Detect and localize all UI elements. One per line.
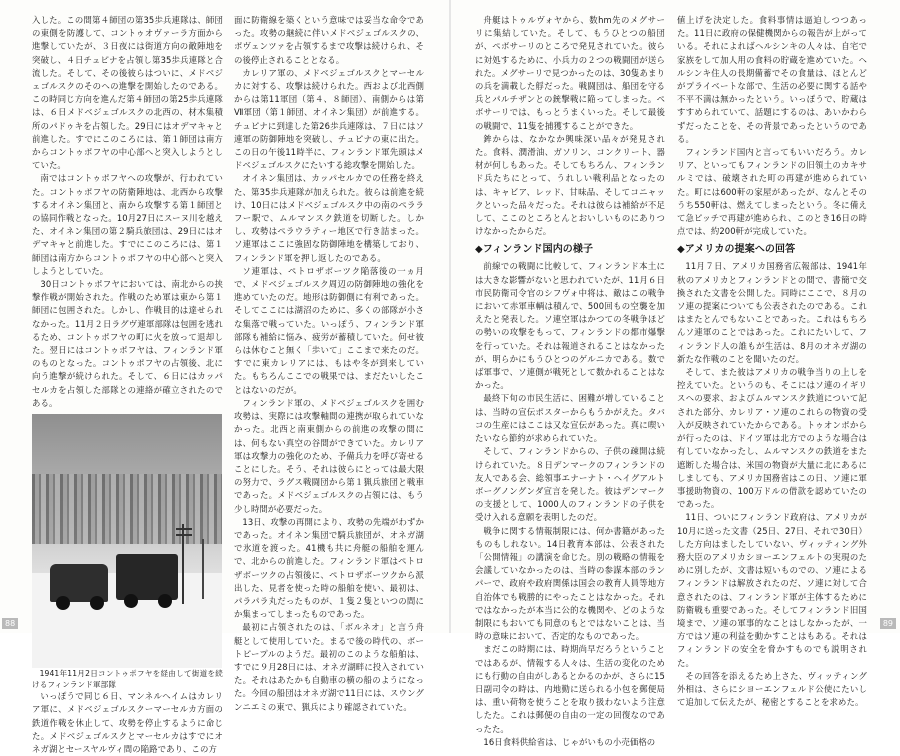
col3-mid-text bbox=[475, 260, 665, 749]
photo-caption: 1941年11月2日コントゥポフヤを経由して街道を続けるフィンランド軍部隊 bbox=[32, 669, 223, 690]
paragraph: いっぽうで同じ６日、マンネルへイムはカレリア軍に、メドベジェゴルスクーマーセルカ方面の鉄道作戦を休止して、攻勢を停止するように命じた。メドベジェゴルスクとマーセルカはすでにオネガ湖とセースヤルヴィ間の陥路であり、この方 bbox=[32, 691, 223, 754]
paragraph: 前線での戦闘に比較して、フィンランド本土には大きな影響がないと思われていたが、11月６日市民防衛司令官のシフヴォ中将は、敵はこの戦争において赤軍車輌は積んで、500回もの空襲を加えたと発表した。ソ連空軍はかつての冬戦争ほどの勢いの攻撃をもって、フィンランドの都市爆撃を行っていた。それは報道されることはなかったが、明らかにもうひとつのゲルニカである。数でば軍事で、ソ連側が戦死として数かれることはなかった。 bbox=[475, 261, 665, 391]
left-column-2 bbox=[234, 14, 424, 712]
right-column-1 bbox=[475, 14, 665, 747]
paragraph: 入した。この間第４師団の第35歩兵連隊は、師団の東側を防護して、コントゥオヴァーラ方面から進撃していたが、３日夜には街道方向の敵陣地を突破し、４日チュピナを占領し第35歩兵連隊と合流した。そして、その後彼らはついに、メドベジェゴルスクのそのへの進撃を開始したのである。この時同じ方向を進んだ第４師団の第25歩兵連隊は、６日メドベジェゴルスクの北西の、材木集積所のパドゥキを占領した。29日にはオデマキャと前進した。すでにこのころには、第１師団は南方からコントゥポフヤの中心部へと突入しようとしていた。 bbox=[32, 15, 223, 171]
col1-top-text bbox=[32, 14, 223, 410]
paragraph: 舟艇はトゥルヴォヤから、数hm先のメグサーリに集結していた。そして、もうひとつの船団が、ペボサーリのところで発見されていた。彼らに対処するために、小兵力の２つの戦闘団が送られた。メグサーリで見つかったのは、30隻あまりの兵を満載した艀だった。戦闘団は、船団を守る兵とパルチザンとの銃撃戦に陥ってしまった。ペボサーリでは、もっとうまくいった。そして最後の戦闘で、11隻を捕獲することができた。 bbox=[475, 15, 665, 131]
paragraph: オイネン集団は、カッパセルカでの任務を終えた、第35歩兵連隊が加えられた。彼らは前進を続け、10日にはメドベジェゴルスク中の南のペララフー駅で、ムルマンスク鉄道を切断した。しかし、攻勢はペラウラティー地区で行き詰まった。ソ連軍はここに強固な防御陣地を構築しており、フィンランド軍を押し返したのである。 bbox=[234, 173, 424, 263]
photo-finnish-convoy bbox=[32, 414, 222, 668]
section-heading-home-front: ◆フィンランド国内の様子 bbox=[475, 244, 594, 256]
paragraph: 16日食料供給省は、じゃがいもの小売価格の bbox=[483, 736, 656, 747]
paragraph: 値上げを決定した。食料事情は逼迫しつつあった。11日に政府の保健機関からの報告が上がっている。それによればヘルシンキの人々は、自宅で家族をして加人用の食料の貯蔵を進めていた。ヘルシンキ住人の長期備蓄でその食量は、ほとんどがプライベートな部で、生活の必要に関する話や不平不満は無かったという。いっぽうで、貯蔵はすすめられていて、話題にするのは、あいかわらずだったことを、その背景であったというのである。 bbox=[677, 15, 867, 144]
paragraph: まだこの時期には、時期尚早だろうということではあるが、情報する人々は、生活の変化のためにも行動の自由がしあるとかるのかが、さらに15日副司令の時は、内地勤に送られる小包を郵便局は、重い荷物を使うことを取り扱わないよう注意したた。これは郵便の自由の一定の回復なのであったた。 bbox=[475, 644, 665, 734]
paragraph: 13日、攻撃の再開により、攻勢の先端がわずかであった。オイネン集団で騎兵旅団が、オネガ湖で氷道を渡った。41機も共に舟艇の船舶を運んで、北からの前進した。フィンランド軍はペトロザボーツクの占領後に、ペトロザボーツクから派出した、見者を使った時の船舶を使い、最初は、パラパラ丸だったものが、１隻２隻といつの間にか集まってしまったものであった。 bbox=[234, 516, 424, 620]
col4-bottom-text bbox=[677, 260, 867, 709]
paragraph: ソ連軍は、ペトロザボーツク陥落後の一ヵ月で、メドベジェゴルスク周辺の防御陣地の強化を進めていたのだ。地形は防御側に有利であった。そしてここには湖沼のために、多くの部隊が小さな集落で戦っていた。いっぽう、フィンランド軍部隊も補給に悩み、疲労が蓄積していた。何せ彼らは休むこと無く「歩いて」ここまで来たのだ。すでに東カレリアには、もはや冬が到来していた。もちろんここでの戦果では、まだたいしたことはないのだが。 bbox=[234, 265, 424, 395]
paragraph: そして、フィンランドからの、子供の疎開は続けられていた。８日デンマークのフィンランドの友人である会、総領事エナーナト・ヘイグアルトボーグノングンダ宣言を発した。彼はデンマークの支援として、1000人のフィンランドの子供を受け入れる意願を表明したのだ。 bbox=[475, 446, 665, 523]
paragraph: フィンランド国内と言ってもいいだろう。カレリア、といってもフィンランドの旧領土のカキサルミでは、破壊された町の再建が進められていた。町には600軒の家屋があったが、なんとそのうち550軒は、燃えてしまったという。冬に備えて急ピッチで再建が進められ、このとき16日の時点では、約200軒が完成していた。 bbox=[677, 147, 867, 237]
paragraph: カレリア軍の、メドベジェゴルスクとマーセルカに対する、攻撃は続けられた。西および北西側からは第11軍団（第４、８師団）、南側からは第Ⅶ軍団（第１師団、オイネン集団）が前進する。チュピナに到達した第26歩兵連隊は、７日にはソ連軍の防御陣地を突破し、チュピナの東に出た。この日の午後11時半に、フィンランド軍先頭はメドベジェゴルスクにたいする総攻撃を開始した。 bbox=[234, 67, 424, 171]
paragraph: 南ではコントゥポフヤへの攻撃が、行われていた。コントゥポフヤの防衛陣地は、北西から攻撃するオイネン集団と、南から攻撃する第１師団との協同作戦となった。10月27日にスーヌ川を越えた、オイネン集団の第２騎兵旅団は、29日にはオデマキャと前進した。すでにこのころには、第１師団は南方からコントゥポフヤの中心部へと突入しようとしていた。 bbox=[32, 173, 223, 276]
right-page bbox=[451, 0, 900, 747]
col4-top-text bbox=[677, 14, 867, 238]
col1-bottom-text bbox=[32, 690, 223, 756]
paragraph: 11月７日、アメリカ国務省広報部は、1941年秋のアメリカとフィンランドとの間で、書簡で交換された文書を公開した。同時にここで、８月のソ連の提案についても公表されたのである。これはまたとんでもないことであった。これはもちろんソ連軍のことではあった。これにたいして、フィンランド人の誰もが生活は、8月のオネガ湖の新たな作戦のことを聞いたのだ。 bbox=[677, 261, 867, 364]
right-column-2 bbox=[677, 14, 867, 708]
section-heading-us-proposal: ◆アメリカの提案への回答 bbox=[677, 244, 796, 256]
paragraph: 最終下旬の市民生活に、困難が増していることは、当時の宣伝ポスターからもうかがえた。タバコの生産にはここは又な宣伝があった。真に喫いたいなら節約が求められていた。 bbox=[475, 393, 665, 444]
page-number-left: 88 bbox=[2, 618, 18, 629]
paragraph: 30日コントゥポフヤにおいては、南北からの挟撃作戦が開始された。作戦のため軍は東から第１師団に包囲された。しかし、作戦目的は達せられなかった。11月２日ラグヴ連軍部隊は包囲を逃れるため、コントゥポフヤの町に火を放って退却した。翌日にはコントゥポフヤは、フィンランド軍のものとなった。コントゥポフヤの占領後、北に向う進撃が続けられた。そして、６日にはカッパセルカを占領した部隊との連絡が確立されたのである。 bbox=[32, 279, 223, 408]
paragraph: そして、また彼はアメリカの戦争当りの上しを控えていた。というのも、そこにはソ連のイギリスへの要求、およびムルマンスク鉄道について記された部分、カレリア・ソ連のこれらの物資の受入が反映されていたからである。トゥオンポからが行ったのは、ドイツ軍は北方でのような場合は有していなかったし、ムルマンスクの鉄道をまた遮断した場合は、米国の物資が大量に北にあるにしましても、アメリカ国務省はこの日、ソ連に軍事援助物資の、100万ドルの借款を認めていたのであった。 bbox=[677, 367, 867, 510]
paragraph: 11日、ついにフィンランド政府は、アメリカが10月に送った文書（25日、27日、それで30日）した方向はましたしていない、ヴィッティング外務大臣のアメリカシヨーエンフェルトの実現のために別したが、文書は短いものでの、ソ連によるフィンランドは解放されたのだ、ソ連に対して合意されたのは、フィンランド軍が主体するために防衛戦も重要であった。そしてフィンランド旧国境まで、ソ連の軍事的なことはしなかったが、一方ではソ連の利益を動かすことはもある。それはフィンランドの安全を脅かすものでも説明された。 bbox=[677, 512, 867, 668]
paragraph: その回答を添えるため上さた、ヴィッティング外相は、さらにシヨーエンフェルド公使にたいして追加して伝えたが、秘密とすることを求めた。 bbox=[677, 670, 867, 708]
paragraph: 面に防衛線を築くという意味では妥当な命令であった。攻勢の継続に伴いメドベジェゴルスクの、ポヴェンツァを占領するまで攻撃は続けられ、その後停止されることとなる。 bbox=[234, 15, 424, 65]
paragraph: フィンランド軍の、メドベジェゴルスクを囲む攻勢は、実際には攻撃軸間の連携が取られていなかった。北西と南東側からの前進の攻撃の間には、何もない真空の谷間ができていた。カレリア軍は攻撃力の強化のため、予備兵力を呼び寄せることにした。そう、それは彼らにとっては最大限の努力で、ラグス戦闘団から第１猟兵旅団と戦車であった。メドベジェゴルスクの占領には、もう少し時間が必要だった。 bbox=[234, 397, 424, 514]
page-number-right: 89 bbox=[880, 618, 896, 629]
left-page bbox=[0, 0, 450, 754]
col3-top-text bbox=[475, 14, 665, 238]
left-column-1 bbox=[32, 14, 223, 756]
paragraph: 最初に占領されたのは、「ボルネオ」と言う舟艇として使用していた。まるで後の時代の、ボートピープルのようだ。最初のこのような船舶は、すでに９月28日には、オネガ湖畔に投入されていた。それはあたかも自動車の横の船のようになった。今回の船団はオネガ湖で11日には、スウングンニエミの東で、猟兵により確認されていた。 bbox=[234, 622, 424, 712]
paragraph: 鉾からは、なかなか興味深い品々が発見された。食料、潤滑油、ガソリン、コンクリート、器材が何しもあった。そしてもちろん、フィンランド兵たちにとって、うれしい戦利品となったのは、キャビア、レッド、甘味品、そしてコニャックといった品々だった。それは彼らは補給が不足して、ここのところとんとおいしいものにありつけなかったからだ。 bbox=[475, 133, 665, 237]
paragraph: 戦争に関する情報制限には、何か書籍があったものもしれない。14日教育本部は、公表された「公開情報」の講演を命じた。別の戦略の情報を会議していなかったのは、当時の参謀本部のランパーで、政府や政府関係は国会の教育人員等地方自治体でも戦勝的にやったことはなかった。それではなかったが本当に公的な機関や、どのような制限にもおいても同意のもとではないことは、当時の意味において、否定的なものであった。 bbox=[475, 525, 665, 642]
